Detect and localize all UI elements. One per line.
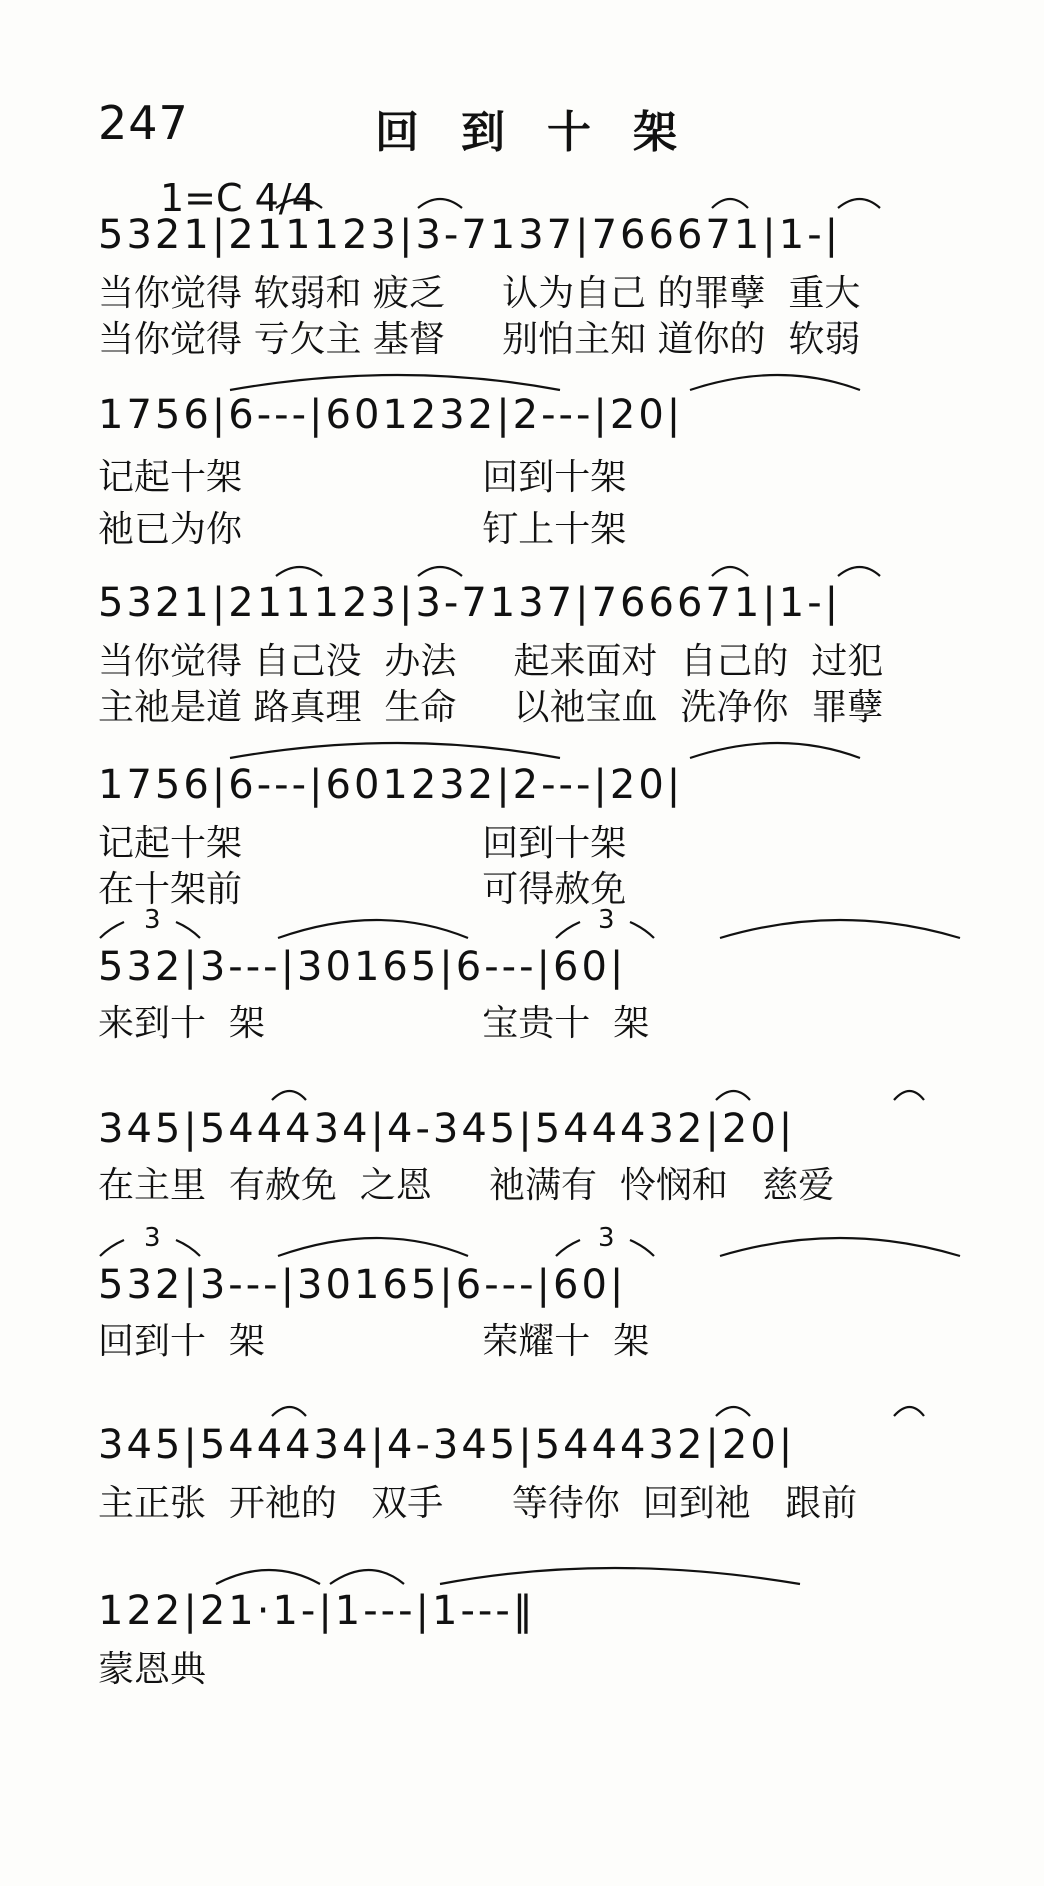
notation-line: 5321|211123|3-7137|766671|1-| bbox=[98, 580, 842, 626]
slur bbox=[716, 1407, 750, 1416]
slur bbox=[276, 567, 322, 576]
slur bbox=[230, 743, 560, 758]
lyrics-line: 当你觉得 亏欠主 基督 别怕主知 道你的 软弱 bbox=[98, 319, 861, 360]
slur bbox=[894, 1091, 924, 1100]
key-signature: 1=C 4/4 bbox=[160, 176, 316, 220]
slur bbox=[690, 743, 860, 758]
slur bbox=[690, 375, 860, 390]
slur bbox=[838, 567, 880, 576]
slur bbox=[716, 1091, 750, 1100]
triplet-mark: 3 bbox=[144, 1223, 161, 1253]
notation-line: 1756|6---|601232|2---|20| bbox=[98, 392, 684, 438]
slur bbox=[100, 922, 124, 938]
lyrics-line: 当你觉得 自己没 办法 起来面对 自己的 过犯 bbox=[98, 641, 884, 682]
notation-line: 532|3---|30165|6---|60| bbox=[98, 944, 627, 990]
slur bbox=[720, 1238, 960, 1256]
lyrics-line: 主正张 开祂的 双手 等待你 回到祂 跟前 bbox=[98, 1483, 858, 1524]
slur bbox=[440, 1568, 800, 1584]
slur bbox=[176, 1240, 200, 1256]
slur bbox=[216, 1570, 320, 1584]
slur bbox=[278, 1238, 468, 1256]
lyrics-line: 当你觉得 软弱和 疲乏 认为自己 的罪孽 重大 bbox=[98, 273, 861, 314]
lyrics-line: 蒙恩典 bbox=[98, 1649, 207, 1690]
triplet-mark: 3 bbox=[598, 1223, 615, 1253]
triplet-mark: 3 bbox=[144, 905, 161, 935]
slur bbox=[176, 922, 200, 938]
slur bbox=[100, 1240, 124, 1256]
slur bbox=[230, 375, 560, 390]
slur bbox=[720, 920, 960, 938]
slur bbox=[630, 922, 654, 938]
lyrics-line: 祂已为你 钉上十架 bbox=[98, 509, 627, 550]
slur bbox=[556, 922, 580, 938]
hymn-number: 247 bbox=[98, 96, 189, 150]
triplet-mark: 3 bbox=[598, 905, 615, 935]
slur bbox=[630, 1240, 654, 1256]
slur bbox=[712, 199, 748, 208]
slur bbox=[276, 199, 322, 208]
slur bbox=[272, 1091, 306, 1100]
lyrics-line: 记起十架 回到十架 bbox=[98, 823, 627, 864]
slur bbox=[418, 199, 462, 208]
lyrics-line: 记起十架 回到十架 bbox=[98, 457, 627, 498]
slur bbox=[712, 567, 748, 576]
notation-line: 345|544434|4-345|544432|20| bbox=[98, 1106, 796, 1152]
lyrics-line: 回到十 架 荣耀十 架 bbox=[98, 1321, 650, 1362]
notation-line: 122|21·1-|1---|1---‖ bbox=[98, 1588, 536, 1634]
slur bbox=[278, 920, 468, 938]
lyrics-line: 在主里 有赦免 之恩 祂满有 怜悯和 慈爱 bbox=[98, 1165, 835, 1206]
slur bbox=[894, 1407, 924, 1416]
lyrics-line: 在十架前 可得赦免 bbox=[98, 869, 627, 910]
slur bbox=[838, 199, 880, 208]
notation-line: 1756|6---|601232|2---|20| bbox=[98, 762, 684, 808]
lyrics-line: 主祂是道 路真理 生命 以祂宝血 洗净你 罪孽 bbox=[98, 687, 884, 728]
notation-line: 5321|211123|3-7137|766671|1-| bbox=[98, 212, 842, 258]
lyrics-line: 来到十 架 宝贵十 架 bbox=[98, 1003, 650, 1044]
notation-line: 532|3---|30165|6---|60| bbox=[98, 1262, 627, 1308]
notation-line: 345|544434|4-345|544432|20| bbox=[98, 1422, 796, 1468]
slur bbox=[272, 1407, 306, 1416]
slur bbox=[330, 1570, 404, 1584]
slur bbox=[556, 1240, 580, 1256]
hymn-title: 回到十架 bbox=[375, 107, 719, 158]
slur bbox=[418, 567, 462, 576]
